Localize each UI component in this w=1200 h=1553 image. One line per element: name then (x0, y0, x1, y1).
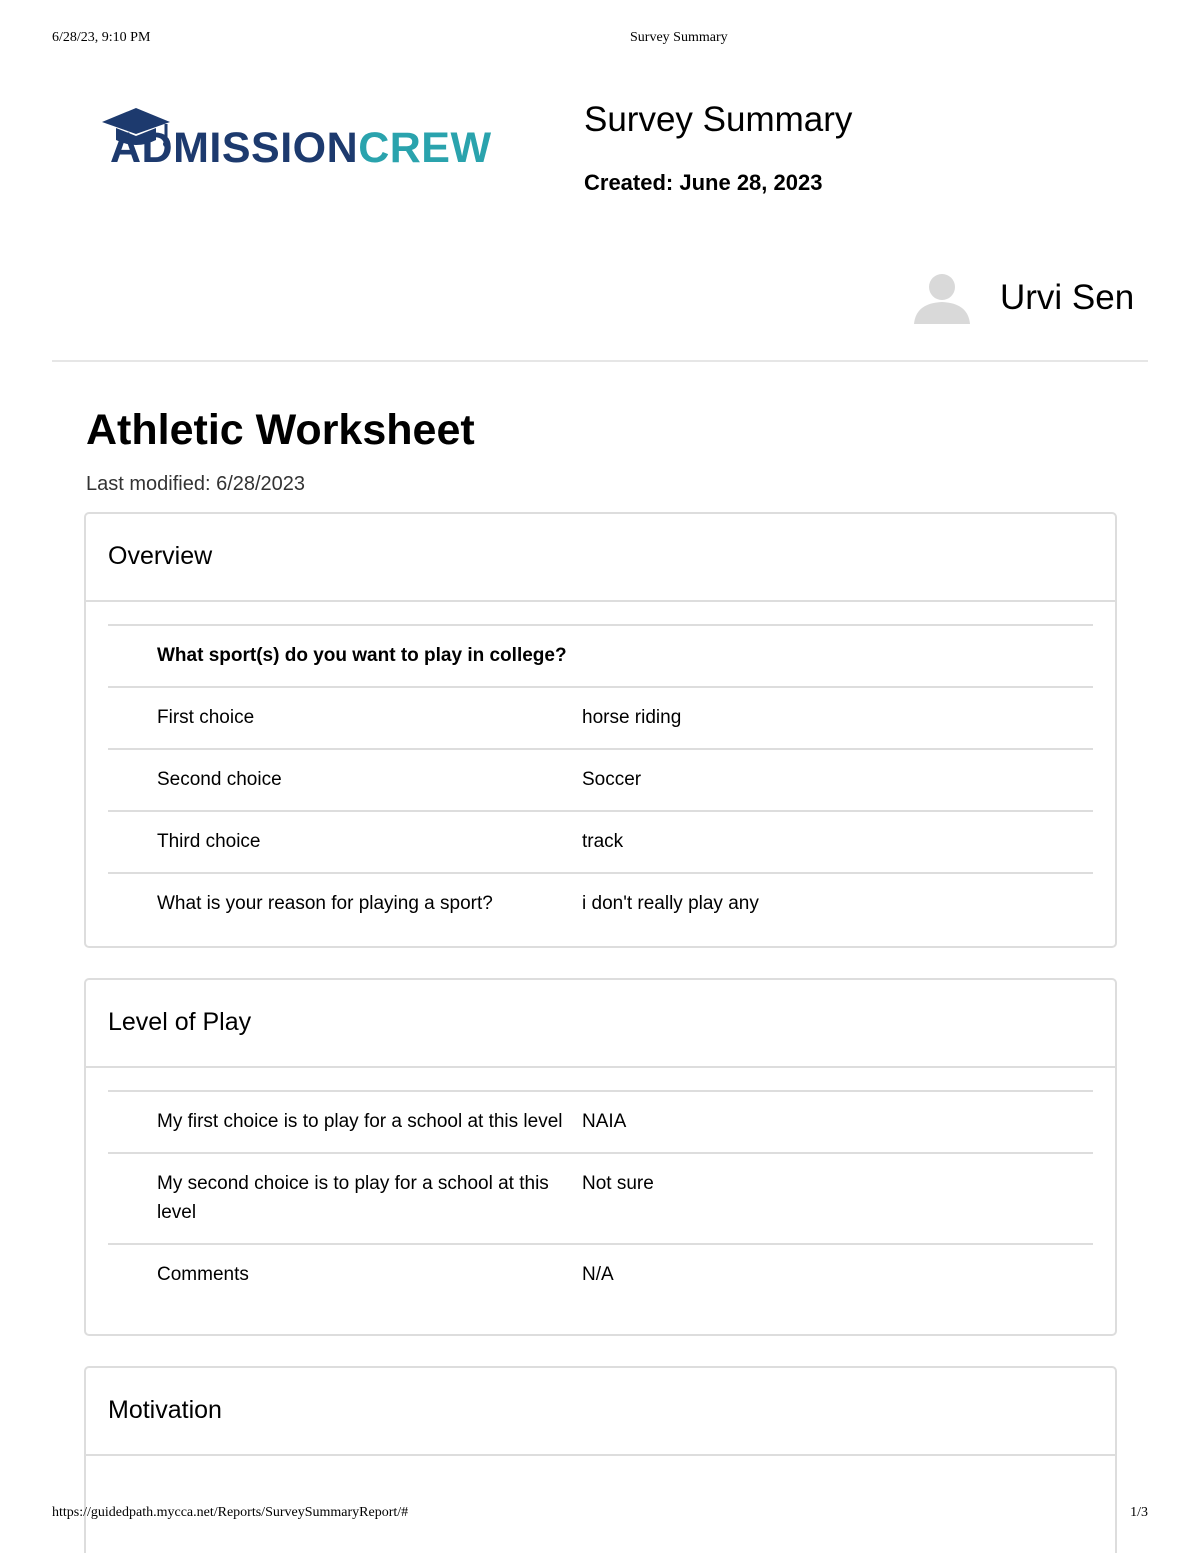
row-answer: Not sure (582, 1173, 654, 1194)
row-answer: track (582, 831, 624, 852)
worksheet-title: Athletic Worksheet (86, 406, 475, 454)
table-row (108, 688, 1093, 750)
row-question: What is your reason for playing a sport? (157, 893, 493, 914)
row-question: My second choice is to play for a school at this level (157, 1173, 549, 1223)
row-answer: NAIA (582, 1111, 627, 1132)
created-date: Created: June 28, 2023 (584, 170, 823, 195)
row-answer: i don't really play any (582, 893, 759, 914)
row-question: Comments (157, 1264, 249, 1285)
header-divider (52, 360, 1148, 362)
table-row (108, 1245, 1093, 1305)
print-url: https://guidedpath.mycca.net/Reports/SurveySummaryReport/# (52, 1505, 409, 1520)
table-row (108, 1092, 1093, 1154)
row-answer: horse riding (582, 707, 682, 728)
user-name: Urvi Sen (1000, 278, 1135, 317)
row-question: Second choice (157, 769, 282, 790)
overview-table (108, 624, 1093, 934)
overview-title: Overview (86, 514, 1115, 602)
row-question: Third choice (157, 831, 261, 852)
motivation-title: Motivation (86, 1368, 1115, 1456)
logo-wordmark (110, 124, 492, 173)
level-title: Level of Play (86, 980, 1115, 1068)
row-answer: N/A (582, 1264, 614, 1285)
table-row (108, 1154, 1093, 1245)
logo-part-crew: CREW (358, 124, 492, 172)
print-date: 6/28/23, 9:10 PM (52, 30, 151, 45)
row-question: First choice (157, 707, 255, 728)
question-header-row (108, 626, 1093, 688)
row-answer: Soccer (582, 769, 642, 790)
page-number: 1/3 (1130, 1505, 1148, 1520)
table-row (108, 750, 1093, 812)
row-question: My first choice is to play for a school at this level (157, 1111, 563, 1132)
level-of-play-panel (84, 978, 1117, 1336)
user-avatar-icon (912, 270, 972, 324)
overview-panel (84, 512, 1117, 948)
print-header (52, 30, 1148, 50)
admissioncrew-logo (96, 104, 526, 180)
level-table (108, 1090, 1093, 1305)
question-header: What sport(s) do you want to play in college? (157, 645, 567, 666)
table-row (108, 812, 1093, 874)
survey-title: Survey Summary (584, 100, 853, 139)
worksheet-modified: Last modified: 6/28/2023 (86, 473, 306, 495)
logo-part-admission: ADMISSION (110, 124, 359, 172)
print-footer (52, 1505, 1148, 1525)
print-title: Survey Summary (630, 30, 728, 45)
table-row (108, 874, 1093, 934)
